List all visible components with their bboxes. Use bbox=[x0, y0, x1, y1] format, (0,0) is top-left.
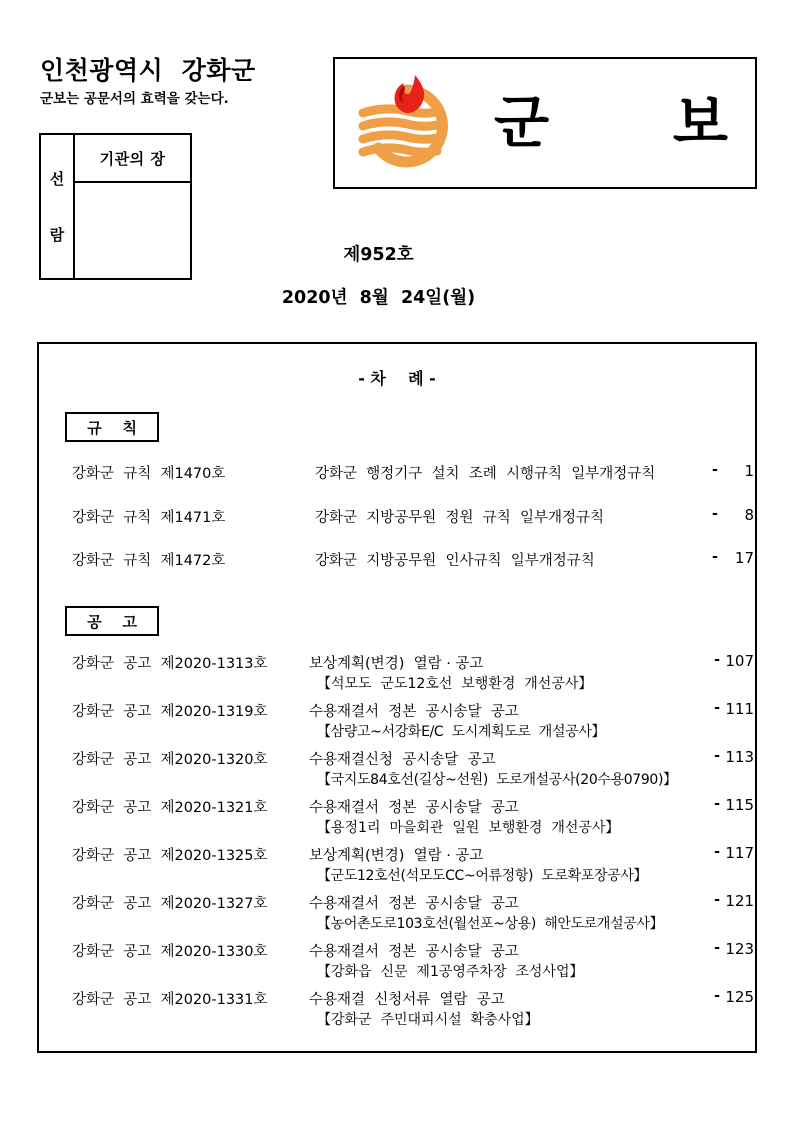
toc-entry-notice[interactable] bbox=[72, 892, 754, 932]
toc-entry-subtitle: 【농어촌도로103호선(월선포~상용) 해안도로개설공사】 bbox=[317, 916, 664, 932]
toc-entry-notice[interactable] bbox=[72, 748, 754, 788]
toc-entry-subtitle: 【삼량고~서강화E/C 도시계획도로 개설공사】 bbox=[317, 724, 606, 740]
approval-side-char-2: 람 bbox=[49, 225, 65, 244]
toc-entry-label: 강화군 규칙 제1471호 bbox=[72, 510, 226, 526]
toc-entry-page-number: 113 bbox=[725, 748, 754, 766]
toc-entry-page-number: 121 bbox=[725, 892, 754, 910]
toc-entry-label: 강화군 규칙 제1472호 bbox=[72, 553, 226, 569]
toc-entry-notice[interactable] bbox=[72, 988, 754, 1028]
toc-entry-title: 강화군 지방공무원 인사규칙 일부개정규칙 bbox=[315, 553, 595, 569]
toc-entry-dash: - bbox=[713, 844, 720, 860]
table-of-contents-heading: - 차 례 - bbox=[358, 369, 436, 388]
toc-entry-rule[interactable] bbox=[72, 549, 754, 572]
toc-entry-dash: - bbox=[711, 549, 718, 565]
toc-entry-main-line bbox=[72, 796, 754, 819]
toc-entry-title: 수용재결서 정본 공시송달 공고 bbox=[309, 800, 519, 816]
toc-entry-label: 강화군 공고 제2020-1331호 bbox=[72, 992, 268, 1008]
toc-entry-rule[interactable] bbox=[72, 506, 754, 529]
toc-entry-main-line bbox=[72, 652, 754, 675]
approval-table-header-cell: 기관의 장 bbox=[75, 135, 190, 183]
toc-entry-dash: - bbox=[713, 652, 720, 668]
section-header-rules: 규 칙 bbox=[65, 412, 159, 442]
toc-entry-label: 강화군 공고 제2020-1319호 bbox=[72, 704, 268, 720]
toc-entry-notice[interactable] bbox=[72, 796, 754, 836]
toc-entry-page-number: 125 bbox=[725, 988, 754, 1006]
section-header-notices: 공 고 bbox=[65, 606, 159, 636]
toc-entry-main-line bbox=[72, 549, 754, 572]
gazette-title-box bbox=[333, 57, 780, 189]
toc-entry-page-number: 111 bbox=[725, 700, 754, 718]
toc-entry-label: 강화군 공고 제2020-1327호 bbox=[72, 896, 268, 912]
toc-entry-subtitle: 【석모도 군도12호선 보행환경 개선공사】 bbox=[317, 676, 593, 692]
toc-entry-subtitle: 【용정1리 마을회관 일원 보행환경 개선공사】 bbox=[317, 820, 620, 836]
toc-entry-label: 강화군 규칙 제1470호 bbox=[72, 466, 226, 482]
table-of-contents-box bbox=[37, 342, 757, 1053]
toc-entry-title: 강화군 행정기구 설치 조례 시행규칙 일부개정규칙 bbox=[315, 466, 656, 482]
toc-entry-page-number: 107 bbox=[725, 652, 754, 670]
toc-entry-page-number: 117 bbox=[725, 844, 754, 862]
toc-entry-notice[interactable] bbox=[72, 940, 754, 980]
toc-entry-dash: - bbox=[713, 700, 720, 716]
toc-entry-label: 강화군 공고 제2020-1325호 bbox=[72, 848, 268, 864]
toc-entry-title: 수용재결 신청서류 열람 공고 bbox=[309, 992, 505, 1008]
toc-entry-title: 수용재결서 정본 공시송달 공고 bbox=[309, 704, 519, 720]
toc-entry-subtitle: 【강화읍 신문 제1공영주차장 조성사업】 bbox=[317, 964, 584, 980]
toc-entry-title: 수용재결서 정본 공시송달 공고 bbox=[309, 944, 519, 960]
toc-entry-main-line bbox=[72, 988, 754, 1011]
toc-entry-subtitle: 【군도12호선(석모도CC~어류정항) 도로확포장공사】 bbox=[317, 868, 648, 884]
toc-entry-rule[interactable] bbox=[72, 462, 754, 485]
masthead-title: 인천광역시 강화군 bbox=[40, 56, 256, 85]
toc-entry-dash: - bbox=[713, 748, 720, 764]
toc-entry-main-line bbox=[72, 462, 754, 485]
toc-entry-page-number: 8 bbox=[744, 506, 754, 524]
toc-entry-dash: - bbox=[713, 796, 720, 812]
toc-entry-main-line bbox=[72, 940, 754, 963]
toc-entry-main-line bbox=[72, 700, 754, 723]
toc-entry-notice[interactable] bbox=[72, 844, 754, 884]
toc-entry-label: 강화군 공고 제2020-1330호 bbox=[72, 944, 268, 960]
toc-entry-title: 강화군 지방공무원 정원 규칙 일부개정규칙 bbox=[315, 510, 604, 526]
gazette-title: 군 보 bbox=[494, 89, 780, 156]
toc-entry-dash: - bbox=[713, 988, 720, 1004]
toc-entry-main-line bbox=[72, 892, 754, 915]
toc-entry-page-number: 17 bbox=[734, 549, 754, 567]
toc-entry-main-line bbox=[72, 748, 754, 771]
masthead-subtitle: 군보는 공문서의 효력을 갖는다. bbox=[40, 91, 229, 107]
toc-entry-subtitle: 【강화군 주민대피시설 확충사업】 bbox=[317, 1012, 539, 1028]
toc-entry-subtitle: 【국지도84호선(길상~선원) 도로개설공사(20수용0790)】 bbox=[317, 772, 677, 788]
toc-entry-page-number: 1 bbox=[744, 462, 754, 480]
issue-number: 제952호 bbox=[343, 245, 414, 265]
toc-entry-title: 수용재결신청 공시송달 공고 bbox=[309, 752, 496, 768]
toc-entry-main-line bbox=[72, 506, 754, 529]
toc-entry-notice[interactable] bbox=[72, 652, 754, 692]
approval-side-char-1: 선 bbox=[49, 170, 65, 189]
toc-entry-title: 수용재결서 정본 공시송달 공고 bbox=[309, 896, 519, 912]
toc-entry-dash: - bbox=[713, 892, 720, 908]
toc-entry-page-number: 115 bbox=[725, 796, 754, 814]
toc-entry-page-number: 123 bbox=[725, 940, 754, 958]
toc-entry-label: 강화군 공고 제2020-1320호 bbox=[72, 752, 268, 768]
toc-entry-title: 보상계획(변경) 열람 · 공고 bbox=[309, 848, 484, 864]
toc-entry-label: 강화군 공고 제2020-1321호 bbox=[72, 800, 268, 816]
toc-entry-title: 보상계획(변경) 열람 · 공고 bbox=[309, 656, 484, 672]
toc-entry-dash: - bbox=[711, 462, 718, 478]
toc-entry-main-line bbox=[72, 844, 754, 867]
toc-entry-label: 강화군 공고 제2020-1313호 bbox=[72, 656, 268, 672]
toc-entry-dash: - bbox=[711, 506, 718, 522]
issue-date: 2020년 8월 24일(월) bbox=[281, 288, 476, 308]
toc-entry-dash: - bbox=[713, 940, 720, 956]
toc-entry-notice[interactable] bbox=[72, 700, 754, 740]
